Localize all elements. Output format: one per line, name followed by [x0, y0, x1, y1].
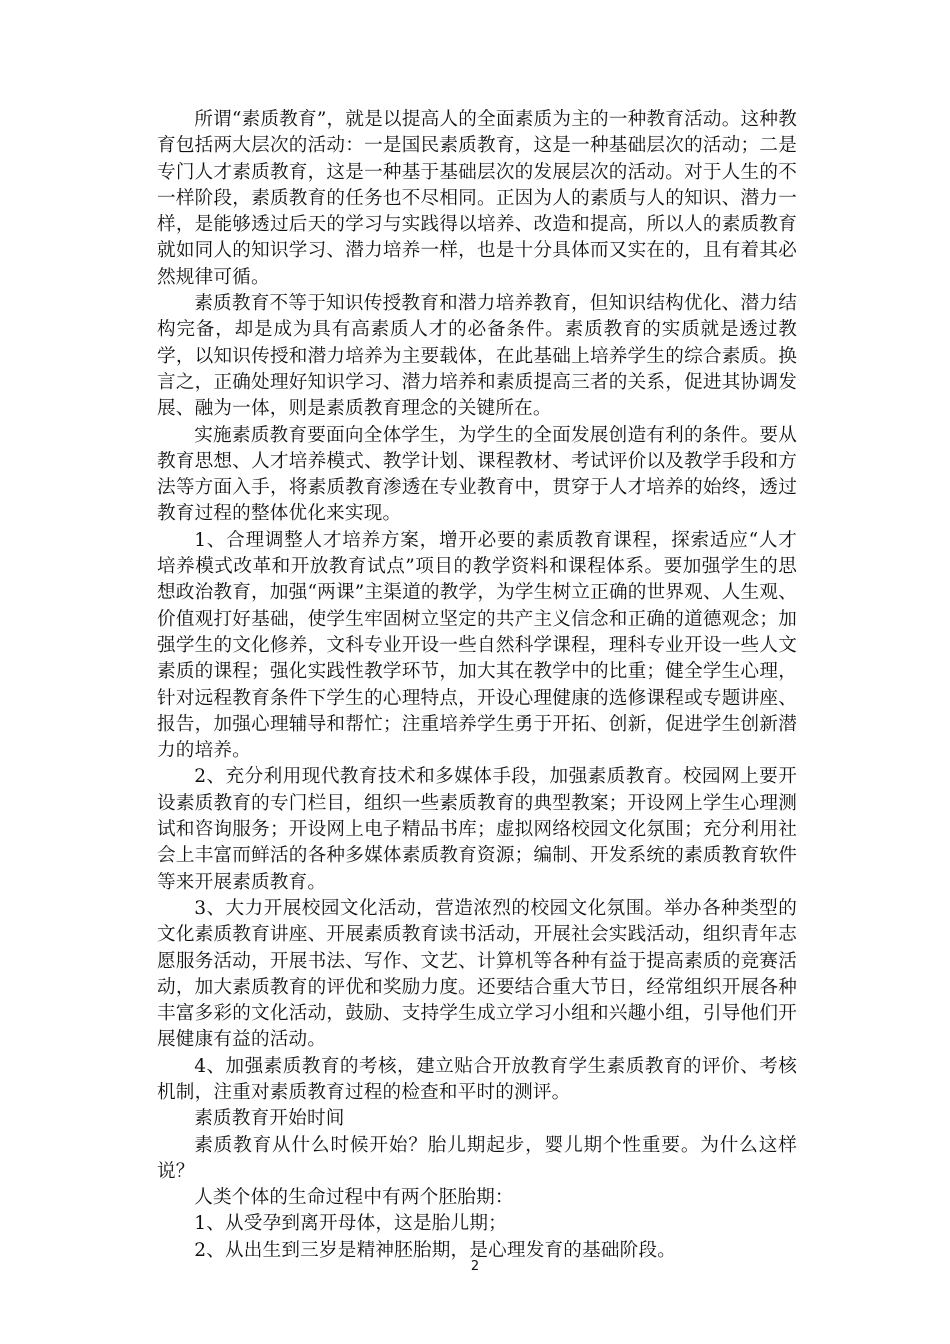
- paragraph-spiritual-embryonic-period: 2、从出生到三岁是精神胚胎期，是心理发育的基础阶段。: [194, 1239, 677, 1261]
- paragraph-item-3: 3、大力开展校园文化活动，营造浓烈的校园文化氛围。举办各种类型的文化素质教育讲座、开展素质教育读书活动，开展社会实践活动，组织青年志愿服务活动，开展书法、写作、文艺、计算机等各种有益于提高素质的竞赛活动，加大素质教育的评优和奖励力度。还要结合重大节日，经常组织开展各种丰富多彩的文化活动，鼓励、支持学生成立学习小组和兴趣小组，引导他们开展健康有益的活动。: [157, 897, 797, 1051]
- paragraph-item-2: 2、充分利用现代教育技术和多媒体手段，加强素质教育。校园网上要开设素质教育的专门栏目，组织一些素质教育的典型教案；开设网上学生心理测试和咨询服务；开设网上电子精品书库；虚拟网络校园文化氛围；充分利用社会上丰富而鲜活的各种多媒体素质教育资源；编制、开发系统的素质教育软件等来开展素质教育。: [157, 766, 797, 893]
- paragraph-quality-vs-knowledge: 素质教育不等于知识传授教育和潜力培养教育，但知识结构优化、潜力结构完备，却是成为具有高素质人才的必备条件。素质教育的实质就是透过教学，以知识传授和潜力培养为主要载体，在此基础上培养学生的综合素质。换言之，正确处理好知识学习、潜力培养和素质提高三者的关系，促进其协调发展、融为一体，则是素质教育理念的关键所在。: [157, 293, 797, 420]
- section-heading-start-time: 素质教育开始时间: [194, 1108, 345, 1130]
- paragraph-item-4: 4、加强素质教育的考核，建立贴合开放教育学生素质教育的评价、考核机制，注重对素质教育过程的检查和平时的测评。: [157, 1055, 797, 1103]
- paragraph-when-to-start: 素质教育从什么时候开始？胎儿期起步，婴儿期个性重要。为什么这样说？: [157, 1134, 797, 1182]
- paragraph-quality-education-definition: 所谓“素质教育”，就是以提高人的全面素质为主的一种教育活动。这种教育包括两大层次的活动：一是国民素质教育，这是一种基础层次的活动；二是专门人才素质教育，这是一种基于基础层次的发展层次的活动。对于人生的不一样阶段，素质教育的任务也不尽相同。正因为人的素质与人的知识、潜力一样，是能够透过后天的学习与实践得以培养、改造和提高，所以人的素质教育就如同人的知识学习、潜力培养一样，也是十分具体而又实在的，且有着其必然规律可循。: [157, 109, 797, 288]
- paragraph-item-1: 1、合理调整人才培养方案，增开必要的素质教育课程，探索适应“人才培养模式改革和开放教育试点”项目的教学资料和课程体系。要加强学生的思想政治教育，加强“两课”主渠道的教学，为学生树立正确的世界观、人生观、价值观打好基础，使学生牢固树立坚定的共产主义信念和正确的道德观念；加强学生的文化修养，文科专业开设一些自然科学课程，理科专业开设一些人文素质的课程；强化实践性教学环节，加大其在教学中的比重；健全学生心理，针对远程教育条件下学生的心理特点，开设心理健康的选修课程或专题讲座、报告，加强心理辅导和帮忙；注重培养学生勇于开拓、创新，促进学生创新潜力的培养。: [157, 529, 797, 762]
- paragraph-embryonic-periods: 人类个体的生命过程中有两个胚胎期：: [194, 1187, 514, 1209]
- document-body: [157, 107, 797, 1264]
- page-number: 2: [470, 1259, 480, 1274]
- paragraph-implementation: 实施素质教育要面向全体学生，为学生的全面发展创造有利的条件。要从教育思想、人才培养模式、教学计划、课程教材、考试评价以及教学手段和方法等方面入手，将素质教育渗透在专业教育中，贯穿于人才培养的始终，透过教育过程的整体优化来实现。: [157, 424, 797, 525]
- paragraph-fetal-period: 1、从受孕到离开母体，这是胎儿期；: [194, 1213, 507, 1235]
